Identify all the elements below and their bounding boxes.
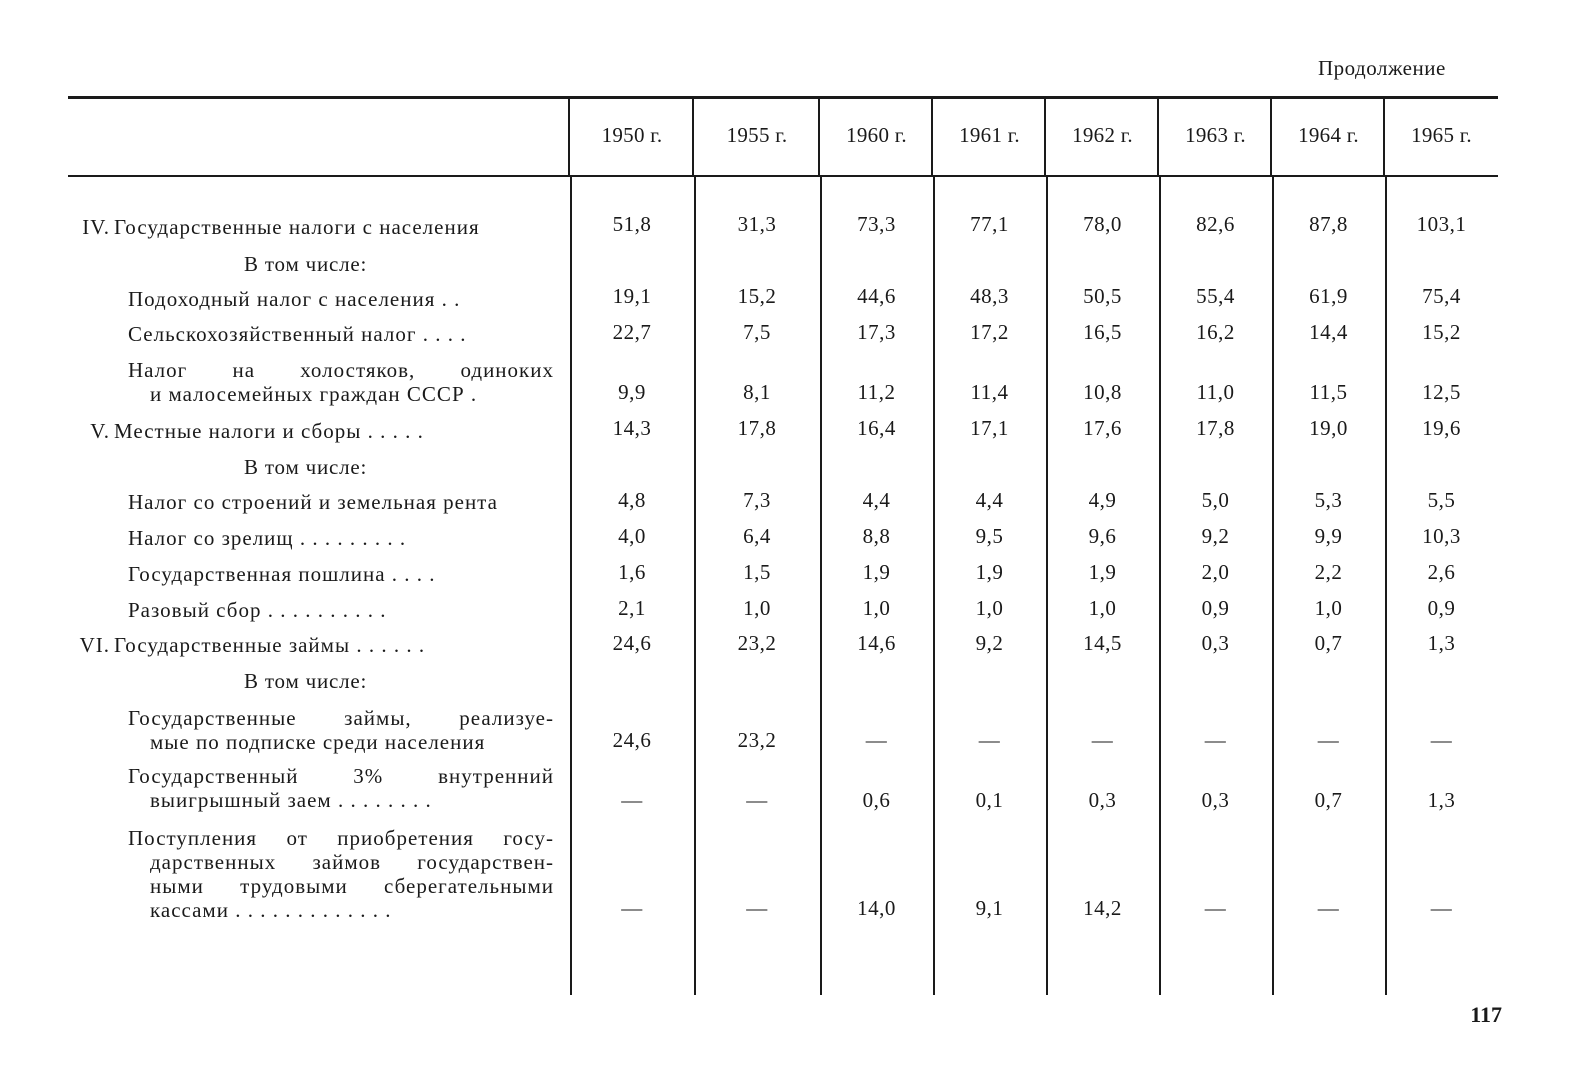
column-header-1964: 1964 г. <box>1298 123 1359 147</box>
table-cell: 61,9 <box>1309 284 1348 308</box>
table-cell: 1,0 <box>1314 596 1343 620</box>
row-subtitle: В том числе: <box>244 252 368 276</box>
table-cell: 1,5 <box>743 560 771 584</box>
row-label-subscription-loans-line1: Государственные займы, реализуе- <box>128 706 554 730</box>
row-label-lottery-loan-line1: Государственный 3% внутренний <box>128 764 554 788</box>
table-cell: 1,3 <box>1427 631 1456 655</box>
table-cell: 2,1 <box>618 596 646 620</box>
row-label-savings-banks-line2: дарственных займов государствен- <box>150 850 554 874</box>
table-cell: 5,0 <box>1201 488 1230 512</box>
table-cell: 24,6 <box>612 631 652 655</box>
table-cell: 55,4 <box>1196 284 1235 308</box>
table-cell: 17,8 <box>1196 416 1235 440</box>
table-cell: 0,9 <box>1427 596 1456 620</box>
table-cell: 2,2 <box>1314 560 1343 584</box>
table-cell: 11,0 <box>1196 380 1235 404</box>
table-cell: 2,0 <box>1201 560 1230 584</box>
table-cell: 17,3 <box>857 320 896 344</box>
row-label-savings-banks-line1: Поступления от приобретения госу- <box>128 826 554 850</box>
row-label-lottery-loan-line2: выигрышный заем . . . . . . . . <box>150 788 432 812</box>
table-cell: 9,9 <box>618 380 646 404</box>
row-roman-numeral: IV. <box>82 215 110 239</box>
table-cell: 73,3 <box>857 212 896 236</box>
row-label-text: Государственные налоги с населения <box>114 215 480 239</box>
table-cell: 15,2 <box>1422 320 1461 344</box>
table-cell: 48,3 <box>970 284 1009 308</box>
table-cell: 4,4 <box>862 488 891 512</box>
table-cell: — <box>1317 728 1340 752</box>
row-label-state-duty: Государственная пошлина . . . . <box>128 562 436 586</box>
table-cell: 78,0 <box>1083 212 1122 236</box>
table-cell: 51,8 <box>612 212 652 236</box>
row-label-text: Государственные займы . . . . . . <box>114 633 426 657</box>
column-header-1965: 1965 г. <box>1411 123 1472 147</box>
table-cell: 8,8 <box>862 524 891 548</box>
table-cell: 11,5 <box>1309 380 1348 404</box>
table-cell: 9,2 <box>1201 524 1230 548</box>
table-cell: 7,5 <box>743 320 771 344</box>
table-cell: 19,1 <box>612 284 652 308</box>
row-subtitle: В том числе: <box>244 455 368 479</box>
column-header-1962: 1962 г. <box>1072 123 1133 147</box>
row-label-bachelor-tax-line1: Налог на холостяков, одиноких <box>128 358 554 382</box>
table-cell: — <box>746 896 768 920</box>
table-cell: 6,4 <box>743 524 771 548</box>
row-label-income-tax: Подоходный налог с населения . . <box>128 287 461 311</box>
table-cell: 17,2 <box>970 320 1009 344</box>
table-cell: 1,6 <box>618 560 646 584</box>
table-cell: 0,9 <box>1201 596 1230 620</box>
table-cell: 9,9 <box>1314 524 1343 548</box>
table-cell: — <box>978 728 1001 752</box>
table-cell: 87,8 <box>1309 212 1348 236</box>
row-label-state-loans <box>79 633 426 658</box>
table-cell: 7,3 <box>743 488 771 512</box>
table-cell: 4,4 <box>975 488 1004 512</box>
table-cell: 23,2 <box>737 631 777 655</box>
column-header-1963: 1963 г. <box>1185 123 1246 147</box>
table-cell: 1,3 <box>1427 788 1456 812</box>
table-cell: 15,2 <box>737 284 777 308</box>
table-cell: — <box>746 788 768 812</box>
table-cell: 1,9 <box>862 560 891 584</box>
table-cell: 9,1 <box>975 896 1004 920</box>
table-cell: 50,5 <box>1083 284 1122 308</box>
column-header-1950: 1950 г. <box>601 123 663 147</box>
table-cell: — <box>1430 728 1453 752</box>
column-header-1961: 1961 г. <box>959 123 1020 147</box>
table-cell: — <box>865 728 888 752</box>
table-cell: 22,7 <box>612 320 652 344</box>
table-cell: 14,4 <box>1309 320 1348 344</box>
table-cell: 4,9 <box>1088 488 1117 512</box>
row-label-text: Местные налоги и сборы . . . . . <box>114 419 424 443</box>
table-cell: 19,0 <box>1309 416 1348 440</box>
table-cell: 16,2 <box>1196 320 1235 344</box>
table-cell: 44,6 <box>857 284 896 308</box>
table-cell: 5,3 <box>1314 488 1343 512</box>
table-cell: 17,8 <box>737 416 777 440</box>
table-cell: 23,2 <box>737 728 777 752</box>
row-label-entertainment-tax: Налог со зрелищ . . . . . . . . . <box>128 526 407 550</box>
table-cell: 1,0 <box>862 596 891 620</box>
continued-label: Продолжение <box>1318 56 1446 80</box>
table-cell: 1,0 <box>1088 596 1117 620</box>
table-cell: 14,2 <box>1083 896 1122 920</box>
table-cell: 10,3 <box>1422 524 1461 548</box>
row-label-one-time-fee: Разовый сбор . . . . . . . . . . <box>128 598 387 622</box>
table-cell: 31,3 <box>737 212 777 236</box>
table-cell: — <box>1430 896 1453 920</box>
table-cell: 0,7 <box>1314 788 1343 812</box>
table-cell: 16,5 <box>1083 320 1122 344</box>
table-cell: 19,6 <box>1422 416 1461 440</box>
table-cell: 4,0 <box>618 524 646 548</box>
table-cell: 77,1 <box>970 212 1009 236</box>
table-cell: 0,1 <box>975 788 1004 812</box>
table-cell: — <box>1091 728 1114 752</box>
row-label-taxes <box>82 215 554 240</box>
table-cell: 82,6 <box>1196 212 1235 236</box>
table-cell: — <box>1204 728 1227 752</box>
row-label-bachelor-tax-line2: и малосемейных граждан СССР . <box>150 382 478 406</box>
row-label-local-taxes <box>90 419 424 444</box>
table-cell: — <box>1317 896 1340 920</box>
table-cell: 11,4 <box>970 380 1009 404</box>
row-label-subscription-loans-line2: мые по подписке среди населения <box>150 730 486 754</box>
table-cell: 4,8 <box>618 488 646 512</box>
table-cell: 0,3 <box>1088 788 1117 812</box>
table-cell: 9,2 <box>975 631 1004 655</box>
table-cell: 103,1 <box>1416 212 1467 236</box>
row-label-savings-banks-line4: кассами . . . . . . . . . . . . . <box>150 898 392 922</box>
table-cell: 0,3 <box>1201 788 1230 812</box>
row-label-agricultural-tax: Сельскохозяйственный налог . . . . <box>128 322 467 346</box>
table-cell: 14,5 <box>1083 631 1122 655</box>
table-header-rule <box>68 175 1498 177</box>
table-cell: 17,1 <box>970 416 1009 440</box>
table-cell: 11,2 <box>857 380 896 404</box>
table-top-rule <box>68 96 1498 99</box>
table-cell: 12,5 <box>1422 380 1461 404</box>
table-cell: 2,6 <box>1427 560 1456 584</box>
column-header-1955: 1955 г. <box>726 123 788 147</box>
table-cell: 9,6 <box>1088 524 1117 548</box>
table-cell: 24,6 <box>612 728 652 752</box>
table-cell: — <box>621 896 643 920</box>
table-cell: 1,0 <box>975 596 1004 620</box>
column-header-1960: 1960 г. <box>846 123 907 147</box>
table-cell: 14,3 <box>612 416 652 440</box>
row-subtitle: В том числе: <box>244 669 368 693</box>
table-cell: 8,1 <box>743 380 771 404</box>
row-roman-numeral: V. <box>90 419 110 443</box>
table-cell: 5,5 <box>1427 488 1456 512</box>
table-cell: 1,9 <box>975 560 1004 584</box>
table-cell: 0,7 <box>1314 631 1343 655</box>
table-cell: 1,0 <box>743 596 771 620</box>
table-cell: 16,4 <box>857 416 896 440</box>
page-number: 117 <box>1470 1002 1502 1027</box>
table-cell: 0,6 <box>862 788 891 812</box>
row-roman-numeral: VI. <box>79 633 110 657</box>
row-label-building-tax: Налог со строений и земельная рента <box>128 490 498 514</box>
table-cell: 17,6 <box>1083 416 1122 440</box>
table-cell: 9,5 <box>975 524 1004 548</box>
table-cell: — <box>621 788 643 812</box>
table-cell: 14,0 <box>857 896 896 920</box>
table-cell: 75,4 <box>1422 284 1461 308</box>
table-cell: 1,9 <box>1088 560 1117 584</box>
row-label-savings-banks-line3: ными трудовыми сберегательными <box>150 874 554 898</box>
table-cell: — <box>1204 896 1227 920</box>
table-cell: 0,3 <box>1201 631 1230 655</box>
table-cell: 10,8 <box>1083 380 1122 404</box>
table-cell: 14,6 <box>857 631 896 655</box>
